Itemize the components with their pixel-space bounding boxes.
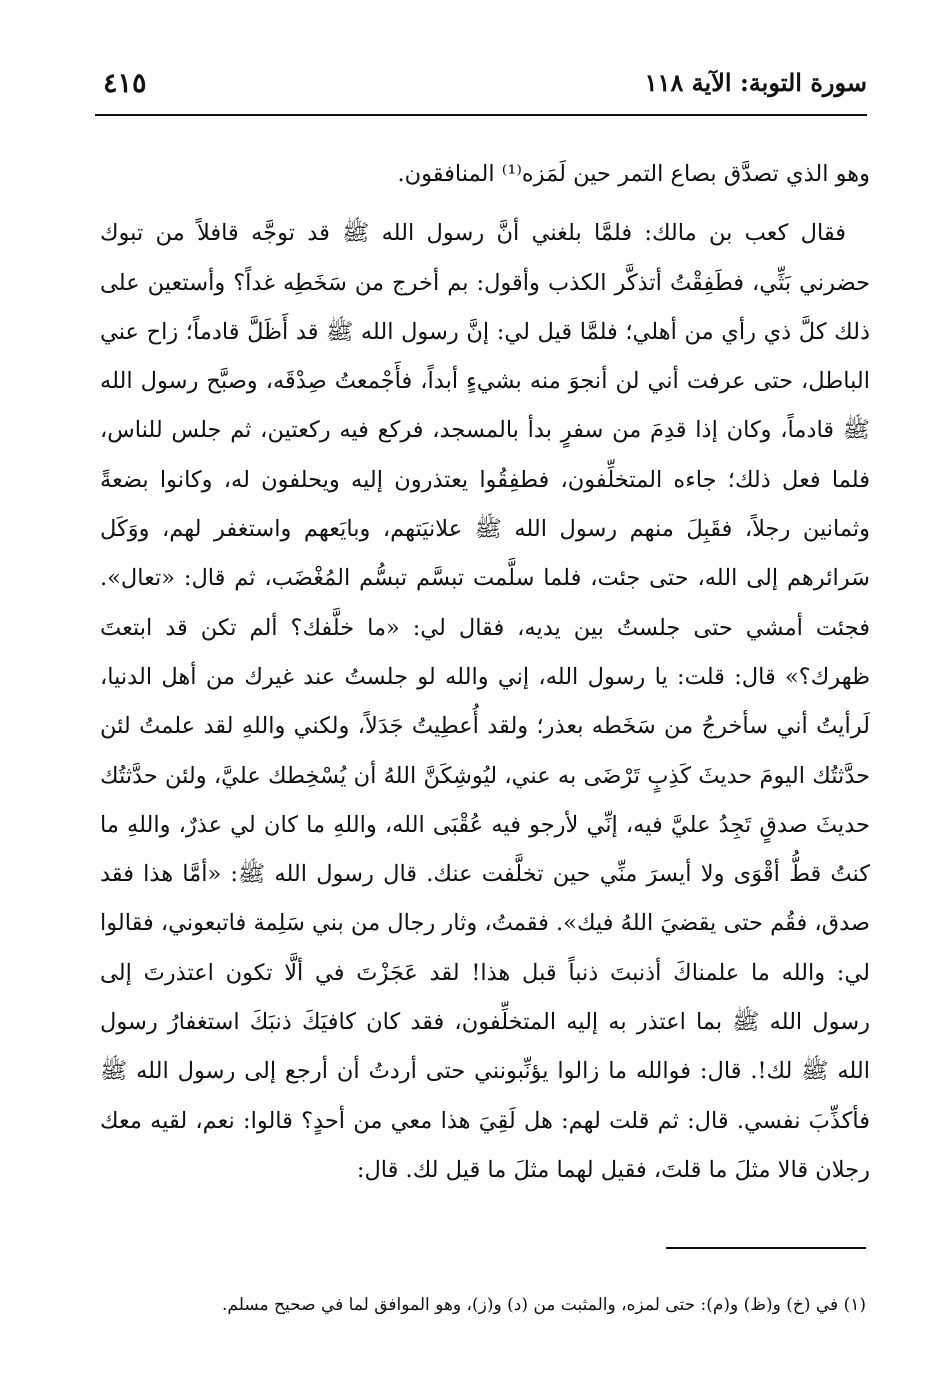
main-text [100,150,870,1195]
page-header [95,62,867,112]
paragraph-1: وهو الذي تصدَّق بصاع التمر حين لَمَزه⁽¹⁾ المنافقون. [397,161,870,187]
header-rule [95,114,867,116]
footnote: (١) في (خ) و(ظ) و(م): حتى لمزه، والمثبت من (د) و(ز)، وهو الموافق لما في صحيح مسلم. [222,1295,866,1315]
page-number: ٤١٥ [103,68,147,99]
paragraph-2: فقال كعب بن مالك: فلمَّا بلغني أنَّ رسول الله ﷺ قد توجَّه قافلاً من تبوك حضرني بَثِّي، فطَفِقْتُ أتذكَّر الكذب وأقول: بم أخرج من سَخَطِه غداً؟ وأستعين على ذلك كلَّ ذي رأي من أهلي؛ فلمَّا قيل لي: إنَّ رسول الله ﷺ قد أَظَلَّ قادماً؛ زاح عني الباطل، حتى عرفت أني لن أنجوَ منه بشيءٍ أبداً، فأَجْمعتُ صِدْقَه، وصبَّح رسول الله ﷺ قادماً، وكان إذا قدِمَ من سفرٍ بدأ بالمسجد، فركع فيه ركعتين، ثم جلس للناس، فلما فعل ذلك؛ جاءه المتخلِّفون، فطفِقُوا يعتذرون إليه ويحلفون له، وكانوا بضعةً وثمانين رجلاً، فقَبِلَ منهم رسول الله ﷺ علانيَتهم، وبايَعهم واستغفر لهم، ووَكَل سَرائرهم إلى الله، حتى جئت، فلما سلَّمت تبسَّم تبسُّم المُغْضَب، ثم قال: «تعال». فجئت أمشي حتى جلستُ بين يديه، فقال لي: «ما خلَّفك؟ ألم تكن قد ابتعتَ ظهرك؟» قال: قلت: يا رسول الله، إني والله لو جلستُ عند غيرك من أهل الدنيا، لَرأيتُ أني سأخرجُ من سَخَطه بعذر؛ ولقد أُعطِيتُ جَدَلاً، ولكني واللهِ لقد علمتُ لئن حدَّثتُك اليومَ حديثَ كَذِبٍ تَرْضَى به عني، ليُوشِكَنَّ اللهُ أن يُسْخِطك عليَّ، ولئن حدَّثتُك حديثَ صدقٍ تَجِدُ عليَّ فيه، إنِّي لأرجو فيه عُقْبَى الله، واللهِ ما كان لي عذرٌ، واللهِ ما كنتُ قطُّ أقْوَى ولا أيسرَ منِّي حين تخلَّفت عنك. قال رسول الله ﷺ: «أمَّا هذا فقد صدق، فقُم حتى يقضيَ اللهُ فيك». فقمتُ، وثار رجال من بني سَلِمة فاتبعوني، فقالوا لي: والله ما علمناكَ أذنبتَ ذنباً قبل هذا! لقد عَجَزْتَ في ألَّا تكون اعتذرتَ إلى رسول الله ﷺ بما اعتذر به إليه المتخلِّفون، فقد كان كافيَكَ ذنبَكَ استغفارُ رسول الله ﷺ لك!. قال: فوالله ما زالوا يؤنِّبونني حتى أردتُ أن أرجع إلى رسول الله ﷺ فأكذِّبَ نفسي. قال: ثم قلت لهم: هل لَقِيَ هذا معي من أحدٍ؟ قالوا: نعم، لقيه معك رجلان قالا مثلَ ما قلتَ، فقيل لهما مثلَ ما قيل لك. قال: [100,220,870,1183]
footnote-separator [666,1247,866,1249]
running-title: سورة التوبة: الآية ١١٨ [644,68,867,97]
